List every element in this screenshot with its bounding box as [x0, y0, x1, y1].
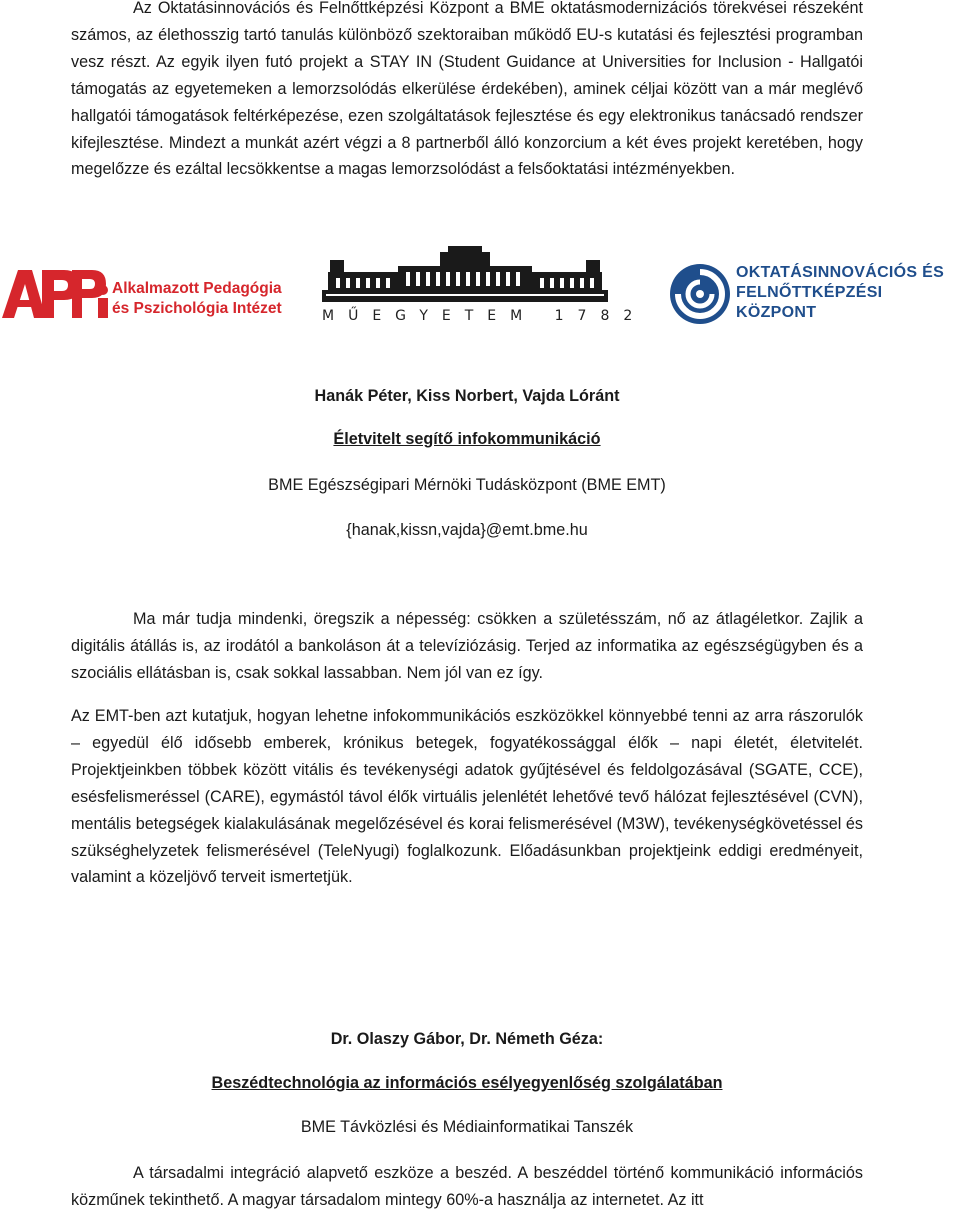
talk2-affiliation: BME Távközlési és Médiainformatikai Tanszék	[300, 1118, 634, 1136]
appi-name-line1: Alkalmazott Pedagógia	[112, 280, 282, 297]
oki-swirl-icon	[668, 262, 732, 326]
talk1-authors: Hanák Péter, Kiss Norbert, Vajda Lóránt	[314, 387, 620, 405]
appi-name-line2: és Pszichológia Intézet	[112, 300, 282, 317]
talk1-paragraph-2: Az EMT-ben azt kutatjuk, hogyan lehetne infokommunikációs eszközökkel könnyebbé tenni az arra rászorulók – egyedül élő idősebb emberek, krónikus betegek, fogyatékossággal élők – napi életét, életvitelét. Projektjeinkben többek között vitális és tevékenységi adatok gyűjtésével és feldolgozásával (SGATE, CCE), esésfelismeréssel (CARE), egymástól távol élők virtuális jelenlétét lehetővé tevő hálózat fejlesztésével (CVN), mentális betegségek kialakulásának megelőzésével és korai felismerésével (M3W), tevékenységkövetéssel és szükséghelyzetek felismerésével (TeleNyugi) foglalkozunk. Előadásunkban projektjeink eddigi eredményeit, valamint a közeljövő terveit ismertetjük.	[71, 707, 863, 887]
oki-name-line2: FELNŐTTKÉPZÉSI	[736, 284, 883, 301]
talk2-authors: Dr. Olaszy Gábor, Dr. Németh Géza:	[330, 1030, 604, 1048]
bme-logo	[322, 246, 647, 328]
oki-logo	[668, 262, 960, 326]
intro-paragraph: Az Oktatásinnovációs és Felnőttképzési Központ a BME oktatásmodernizációs törekvései részeként számos, az élethosszig tartó tanulás különböző szektoraiban működő EU-s kutatási és fejlesztési programban vesz részt. Az egyik ilyen futó projekt a STAY IN (Student Guidance at Universities for Inclusion - Hallgatói támogatás az egyetemeken a lemorzsolódás elkerülése érdekében), aminek céljai között van a már meglévő hallgatói támogatások feltérképezése, ezen szolgáltatások fejlesztése és egy elektronikus tanácsadó rendszer kifejlesztése. Mindezt a munkát azért végzi a 8 partnerből álló konzorcium a két éves projekt keretében, hogy megelőzze és ezáltal lecsökkentse a magas lemorzsolódást a felsőoktatási intézményekben.	[71, 0, 863, 179]
talk1-title: Életvitelt segítő infokommunikáció	[333, 430, 601, 448]
oki-name-line1: OKTATÁSINNOVÁCIÓS ÉS	[736, 264, 945, 281]
appi-mark-icon	[2, 268, 112, 320]
talk2-title: Beszédtechnológia az információs esélyegyenlőség szolgálatában	[211, 1074, 723, 1092]
bme-building-icon	[322, 246, 608, 306]
oki-name-line3: KÖZPONT	[736, 304, 817, 321]
talk1-affiliation: BME Egészségipari Mérnöki Tudásközpont (BME EMT)	[268, 476, 666, 494]
talk2-paragraph-1: A társadalmi integráció alapvető eszköze a beszéd. A beszéddel történő kommunikáció információs közműnek tekinthető. A magyar társadalom mintegy 60%-a használja az internetet. Az itt	[71, 1164, 863, 1209]
appi-logo	[2, 268, 282, 320]
bme-caption: MŰEGYETEM 1782	[322, 308, 647, 324]
talk1-paragraph-1: Ma már tudja mindenki, öregszik a népesség: csökken a születésszám, nő az átlagéletkor. Zajlik a digitális átállás is, az irodától a bankoláson át a televíziózásig. Terjed az informatika az egészségügyben és a szociális ellátásban is, csak sokkal lassabban. Nem jól van ez így.	[71, 610, 863, 682]
talk1-email: {hanak,kissn,vajda}@emt.bme.hu	[346, 521, 588, 539]
